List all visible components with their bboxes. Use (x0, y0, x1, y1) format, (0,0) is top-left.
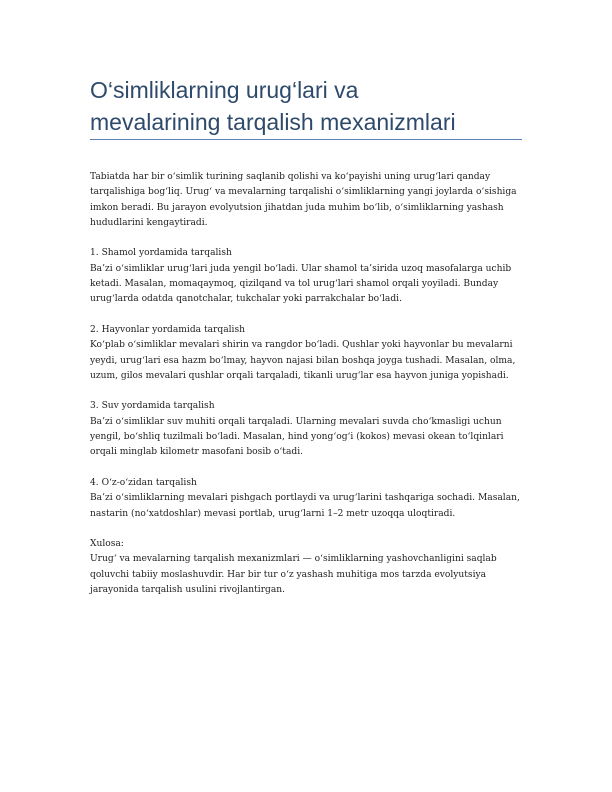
section-animals (90, 323, 530, 384)
document-body (90, 170, 530, 614)
document-title (90, 74, 530, 138)
conclusion-text: Urug‘ va mevalarning tarqalish mexanizmlari — o‘simliklarning yashovchanligini saqlab qoluvchi tabiiy moslashuvdir. Har bir tur o‘z yashash muhitiga mos tarzda evolyutsiya jarayonida tarqalish usulini rivojlantirgan. (90, 554, 497, 596)
section-heading: 2. Hayvonlar yordamida tarqalish (90, 324, 245, 335)
conclusion-heading: Xulosa: (90, 539, 124, 550)
section-text: Ba’zi o‘simliklar suv muhiti orqali tarqaladi. Ularning mevalari suvda cho‘kmasligi uchun yengil, bo‘shliq tuzilmali bo‘ladi. Masalan, hind yong‘og‘i (kokos) mevasi okean to‘lqinlari orqali minglab kilometr masofani bosib o‘tadi. (90, 416, 504, 458)
title-line-1: O‘simliklarning urug‘lari va (90, 77, 359, 103)
title-underline (90, 139, 522, 140)
section-heading: 3. Suv yordamida tarqalish (90, 401, 215, 412)
section-heading: 4. O‘z-o‘zidan tarqalish (90, 477, 197, 488)
conclusion (90, 537, 530, 598)
title-line-2: mevalarining tarqalish mexanizmlari (90, 109, 456, 135)
section-text: Ba’zi o‘simliklar urug‘lari juda yengil bo‘ladi. Ular shamol ta’sirida uzoq masofalarga uchib ketadi. Masalan, momaqaymoq, qizilqand va tol urug‘lari shamol orqali yoyiladi. Bunday urug‘larda odatda qanotchalar, tukchalar yoki parrakchalar bo‘ladi. (90, 263, 512, 305)
intro-paragraph: Tabiatda har bir o‘simlik turining saqlanib qolishi va ko‘payishi uning urug‘lari qanday tarqalishiga bog‘liq. Urug‘ va mevalarning tarqalishi o‘simliklarning yangi joylarda o‘sishiga imkon beradi. Bu jarayon evolyutsion jihatdan juda muhim bo‘lib, o‘simliklarning yashash hududlarini kengaytiradi. (90, 172, 517, 228)
section-wind (90, 246, 530, 307)
section-water (90, 399, 530, 460)
section-heading: 1. Shamol yordamida tarqalish (90, 248, 232, 259)
section-self (90, 476, 530, 522)
section-text: Ba’zi o‘simliklarning mevalari pishgach portlaydi va urug‘larini tashqariga sochadi. Masalan, nastarin (no‘xatdoshlar) mevasi portlab, urug‘larni 1–2 metr uzoqqa uloqtiradi. (90, 493, 520, 519)
section-text: Ko‘plab o‘simliklar mevalari shirin va rangdor bo‘ladi. Qushlar yoki hayvonlar bu mevalarni yeydi, urug‘lari esa hazm bo‘lmay, hayvon najasi bilan boshqa joyga tushadi. Masalan, olma, uzum, gilos mevalari qushlar orqali tarqaladi, tikanli urug‘lar esa hayvon juniga yopishadi. (90, 340, 516, 381)
